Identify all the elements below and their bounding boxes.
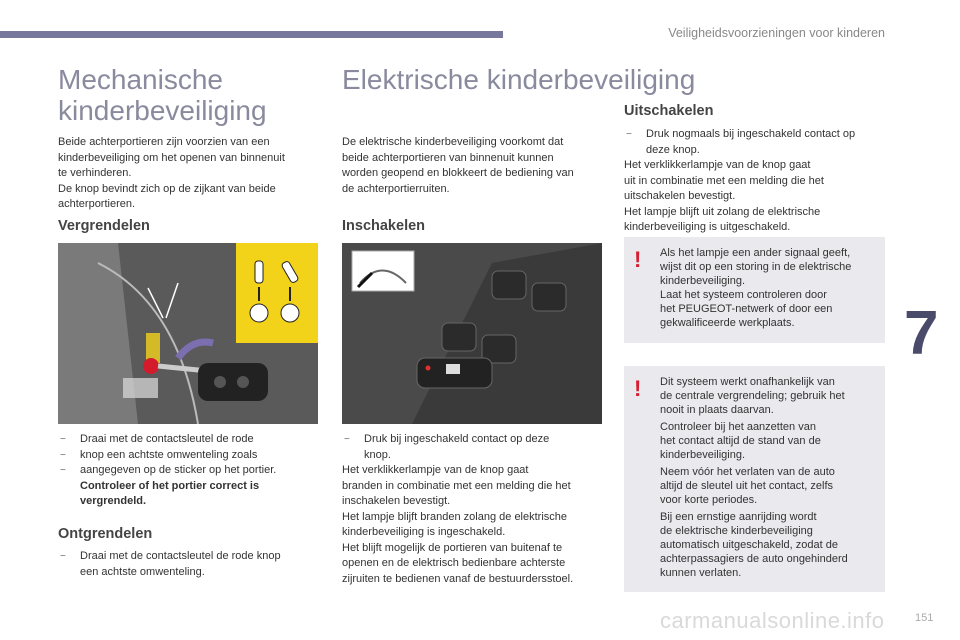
text-line: Controleer of het portier correct is (80, 479, 260, 492)
text-line: de centrale vergrendeling; gebruik het (660, 390, 845, 402)
text-line: kinderbeveiliging om het openen van binnenuit (58, 151, 285, 164)
text-line: − Druk bij ingeschakeld contact op deze (342, 432, 607, 448)
text-line: worden geopend en blokkeert de bediening van (342, 167, 574, 179)
chapter-title: Veiligheidsvoorzieningen voor kinderen (668, 26, 885, 40)
text-line: De elektrische kinderbeveiliging voorkomt dat (342, 136, 564, 148)
watermark: carmanualsonline.info (660, 608, 885, 633)
lock-instruction (58, 432, 323, 510)
text-line: nooit in plaats daarvan. (660, 404, 774, 416)
text-line: Neem vóór het verlaten van de auto (660, 466, 835, 478)
disable-heading: Uitschakelen (624, 103, 714, 119)
text-line: − knop een achtste omwenteling zoals (58, 448, 323, 464)
text-line: uitschakelen bevestigt. (624, 190, 736, 202)
text-line: gekwalificeerde werkplaats. (660, 317, 795, 329)
text-line: Het verklikkerlampje van de knop gaat (342, 464, 529, 476)
text-line: Bij een ernstige aanrijding wordt (660, 511, 817, 523)
enable-instruction (342, 432, 607, 587)
text-line: − Draai met de contactsleutel de rode knop (58, 549, 323, 565)
text-line: Beide achterportieren zijn voorzien van een (58, 136, 270, 148)
text-line: kunnen verlaten. (660, 567, 742, 579)
header-accent-bar (0, 31, 503, 38)
text-line: te verhinderen. (58, 167, 132, 179)
text-line: wijst dit op een storing in de elektrische (660, 261, 852, 273)
enable-heading: Inschakelen (342, 218, 426, 234)
electric-section-title: Elektrische kinderbeveiliging (342, 64, 696, 95)
text-line: branden in combinatie met een melding die het (342, 479, 571, 492)
switch-panel-illustration (342, 243, 602, 424)
mechanical-section-title (58, 64, 328, 126)
text-line: deze knop. (646, 143, 700, 156)
text-line: Het blijft mogelijk de portieren van buitenaf te (342, 541, 563, 554)
mechanical-lock-photo (58, 243, 318, 424)
disable-instruction (624, 127, 889, 236)
text-line: openen en de elektrisch bedienbare achterste (342, 557, 566, 569)
text-line: Het verklikkerlampje van de knop gaat (624, 159, 811, 171)
text-line: − aangegeven op de sticker op het portier. (58, 463, 323, 479)
text-line: uit in combinatie met een melding die het (624, 174, 824, 187)
text-line: inschakelen bevestigt. (342, 495, 451, 507)
text-line: een achtste omwenteling. (80, 565, 205, 578)
text-line: De knop bevindt zich op de zijkant van beide (58, 182, 276, 195)
text-line: het contact altijd de stand van de (660, 435, 821, 447)
text-line: altijd de sleutel uit het contact, zelfs (660, 480, 834, 492)
text-line: de achterportierruiten. (342, 182, 450, 195)
unlock-instruction (58, 549, 323, 580)
text-line: kinderbeveiliging is uitgeschakeld. (624, 221, 791, 233)
text-line: de elektrische kinderbeveiliging (660, 525, 813, 537)
text-line: − Draai met de contactsleutel de rode (58, 432, 323, 448)
text-line: automatisch uitgeschakeld, zodat de (660, 539, 838, 551)
mechanical-intro (58, 135, 323, 213)
text-line: kinderbeveiliging. (660, 275, 745, 287)
text-line: − Druk nogmaals bij ingeschakeld contact op (624, 127, 889, 143)
text-line: achterportieren. (58, 198, 136, 210)
text-line: voor korte periodes. (660, 494, 758, 506)
text-line: Laat het systeem controleren door (660, 289, 827, 301)
door-illustration (58, 243, 318, 424)
warning-icon: ! (634, 247, 642, 272)
text-line: Het lampje blijft branden zolang de elektrische (342, 510, 568, 523)
warning-box-malfunction (624, 237, 885, 343)
text-line: Als het lampje een ander signaal geeft, (660, 247, 851, 259)
title-line: Mechanische (58, 64, 223, 95)
text-line: vergrendeld. (80, 495, 147, 507)
text-line: Controleer bij het aanzetten van (660, 421, 816, 433)
text-line: het PEUGEOT-netwerk of door een (660, 303, 833, 315)
electric-switch-photo (342, 243, 602, 424)
text-line: kinderbeveiliging. (660, 449, 745, 461)
warning-box-safety (624, 366, 885, 592)
text-line: beide achterportieren van binnenuit kunnen (342, 151, 554, 164)
warning-text (660, 375, 877, 580)
lock-heading: Vergrendelen (58, 218, 150, 234)
text-line: Dit systeem werkt onafhankelijk van (660, 376, 835, 388)
electric-intro (342, 135, 607, 197)
text-line: zijruiten te bedienen vanaf de bestuurdersstoel. (342, 572, 574, 585)
text-line: kinderbeveiliging is ingeschakeld. (342, 526, 506, 538)
page-number: 151 (915, 612, 934, 624)
unlock-heading: Ontgrendelen (58, 526, 153, 542)
text-line: knop. (364, 448, 391, 461)
text-line: achterpassagiers de auto ongehinderd (660, 553, 848, 565)
text-line: Het lampje blijft uit zolang de elektrische (624, 205, 821, 218)
warning-text (660, 246, 877, 330)
title-line: kinderbeveiliging (58, 95, 267, 126)
warning-icon: ! (634, 376, 642, 401)
chapter-number: 7 (904, 299, 939, 368)
